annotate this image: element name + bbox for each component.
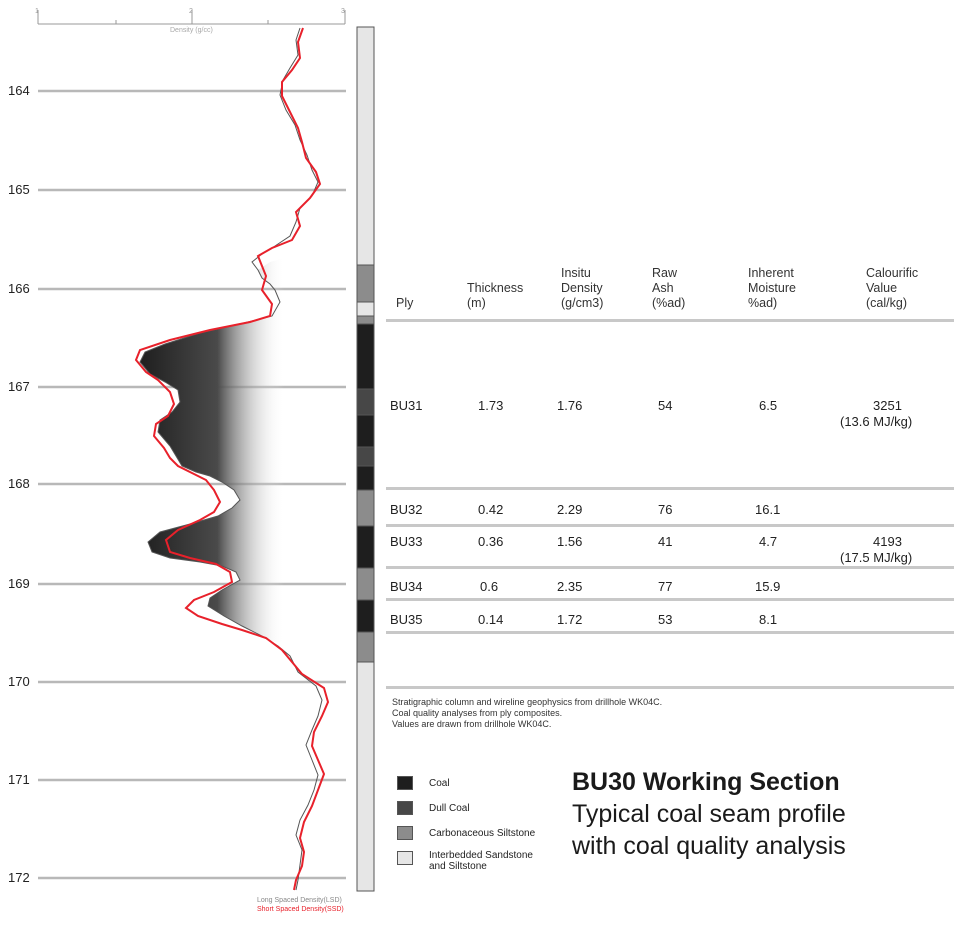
cell-ply: BU31 xyxy=(390,398,423,413)
cell-moisture: 6.5 xyxy=(759,398,778,413)
density-log-diagram xyxy=(0,0,380,931)
header-thickness-line: Thickness xyxy=(467,281,524,295)
note-line: Coal quality analyses from ply composites. xyxy=(392,708,563,718)
cell-cv: 3251 xyxy=(873,398,902,413)
lithology-carb-siltstone xyxy=(357,316,374,324)
header-cv-line: (cal/kg) xyxy=(866,296,907,310)
header-moisture xyxy=(748,266,796,311)
lithology-carb-siltstone xyxy=(357,490,374,526)
header-moisture-line: %ad) xyxy=(748,296,778,310)
cell-density: 1.72 xyxy=(557,612,583,627)
cell-density: 1.56 xyxy=(557,534,583,549)
lithology-sandstone xyxy=(357,27,374,265)
cell-density: 2.35 xyxy=(557,579,583,594)
lithology-dull-coal xyxy=(357,389,374,415)
section-subtitle-line: Typical coal seam profile xyxy=(572,800,846,828)
note-line: Values are drawn from drillhole WK04C. xyxy=(392,719,552,729)
depth-label: 168 xyxy=(8,476,30,491)
cell-ply: BU32 xyxy=(390,502,423,517)
lithology-sandstone xyxy=(357,302,374,316)
cell-ash: 53 xyxy=(658,612,673,627)
header-thickness-line: (m) xyxy=(467,296,486,310)
header-ash-line: Raw xyxy=(652,266,678,280)
header-moisture-line: Inherent xyxy=(748,266,794,280)
legend-swatch xyxy=(397,851,413,865)
legend-swatch xyxy=(397,801,413,815)
ssd-legend-label: Short Spaced Density(SSD) xyxy=(257,906,344,913)
cell-thickness: 1.73 xyxy=(478,398,504,413)
header-moisture-line: Moisture xyxy=(748,281,796,295)
legend-label: Coal xyxy=(429,778,450,789)
depth-label: 169 xyxy=(8,576,30,591)
cell-moisture: 4.7 xyxy=(759,534,778,549)
lithology-coal xyxy=(357,466,374,490)
lithology-dull-coal xyxy=(357,447,374,466)
lithology-sandstone xyxy=(357,662,374,891)
density-tick-label-2: 2 xyxy=(189,8,193,15)
cell-ash: 77 xyxy=(658,579,673,594)
header-density-line: Insitu xyxy=(561,266,591,280)
depth-label: 164 xyxy=(8,83,30,98)
cell-cv: 4193 xyxy=(873,534,902,549)
density-tick-label-1: 1 xyxy=(35,8,39,15)
header-cv-line: Calourific xyxy=(866,266,919,280)
header-ply: Ply xyxy=(396,296,414,310)
cell-density: 2.29 xyxy=(557,502,583,517)
lithology-carb-siltstone xyxy=(357,265,374,302)
density-tick-label-3: 3 xyxy=(341,8,345,15)
header-ash xyxy=(652,266,685,311)
cell-moisture: 16.1 xyxy=(755,502,781,517)
lithology-coal xyxy=(357,415,374,447)
lithology-coal xyxy=(357,324,374,389)
depth-label: 165 xyxy=(8,182,30,197)
depth-label: 170 xyxy=(8,674,30,689)
table-divider xyxy=(386,598,954,601)
legend-label: Carbonaceous Siltstone xyxy=(429,828,536,839)
table-divider xyxy=(386,487,954,490)
legend-swatch xyxy=(397,776,413,790)
cell-thickness: 0.42 xyxy=(478,502,504,517)
cell-thickness: 0.14 xyxy=(478,612,504,627)
depth-label: 171 xyxy=(8,772,30,787)
cell-cv-mj: (13.6 MJ/kg) xyxy=(840,414,913,429)
header-thickness xyxy=(467,281,523,311)
header-calorific-value xyxy=(866,266,918,311)
header-ash-line: Ash xyxy=(652,281,674,295)
legend-label: Interbedded Sandstone and Siltstone xyxy=(429,850,533,872)
density-axis-title: Density (g/cc) xyxy=(170,27,213,34)
header-density xyxy=(561,266,603,311)
cell-ply: BU34 xyxy=(390,579,423,594)
lithology-column xyxy=(357,27,374,891)
legend-label: Dull Coal xyxy=(429,803,470,814)
depth-label: 166 xyxy=(8,281,30,296)
table-divider xyxy=(386,566,954,569)
lithology-carb-siltstone xyxy=(357,632,374,662)
cell-moisture: 8.1 xyxy=(759,612,778,627)
cell-ash: 41 xyxy=(658,534,673,549)
header-cv-line: Value xyxy=(866,281,898,295)
header-density-line: (g/cm3) xyxy=(561,296,604,310)
depth-label: 167 xyxy=(8,379,30,394)
cell-moisture: 15.9 xyxy=(755,579,781,594)
source-notes xyxy=(392,697,662,730)
table-divider xyxy=(386,319,954,322)
cell-density: 1.76 xyxy=(557,398,583,413)
table-divider xyxy=(386,686,954,689)
header-ash-line: (%ad) xyxy=(652,296,686,310)
cell-thickness: 0.36 xyxy=(478,534,504,549)
lsd-legend-label: Long Spaced Density(LSD) xyxy=(257,897,342,904)
header-density-line: Density xyxy=(561,281,603,295)
legend-swatch xyxy=(397,826,413,840)
table-divider xyxy=(386,524,954,527)
cell-ply: BU35 xyxy=(390,612,423,627)
cell-thickness: 0.6 xyxy=(480,579,499,594)
table-divider xyxy=(386,631,954,634)
section-title: BU30 Working Section xyxy=(572,768,840,796)
cell-ash: 76 xyxy=(658,502,673,517)
section-subtitle-line: with coal quality analysis xyxy=(572,832,846,860)
cell-ply: BU33 xyxy=(390,534,423,549)
lithology-coal xyxy=(357,526,374,568)
depth-label: 172 xyxy=(8,870,30,885)
lithology-carb-siltstone xyxy=(357,568,374,600)
cell-ash: 54 xyxy=(658,398,673,413)
lithology-coal xyxy=(357,600,374,632)
cell-cv-mj: (17.5 MJ/kg) xyxy=(840,550,913,565)
note-line: Stratigraphic column and wireline geophysics from drillhole WK04C. xyxy=(392,697,663,707)
